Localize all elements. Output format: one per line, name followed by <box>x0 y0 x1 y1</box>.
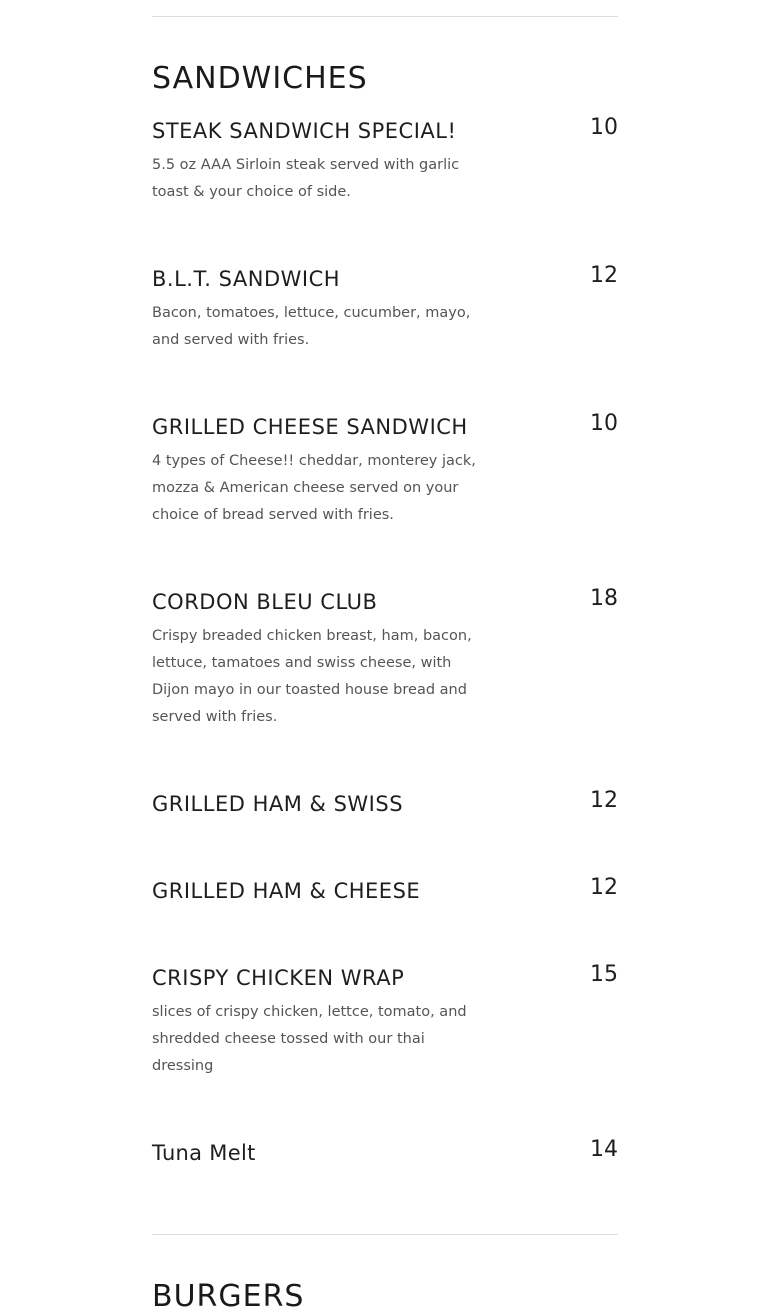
divider <box>152 16 618 17</box>
item-name: Tuna Melt <box>152 1141 256 1165</box>
menu-item <box>152 117 618 206</box>
item-description: Crispy breaded chicken breast, ham, bacon, lettuce, tamatoes and swiss cheese, with Dijon mayo in our toasted house bread and served with fries. <box>152 628 472 725</box>
item-price: 12 <box>590 263 618 288</box>
item-price: 14 <box>590 1137 618 1162</box>
item-name: STEAK SANDWICH SPECIAL! <box>152 119 457 143</box>
menu-item <box>152 964 618 1080</box>
section-title-sandwiches: SANDWICHES <box>152 61 368 96</box>
item-price: 10 <box>590 115 618 140</box>
item-name: GRILLED CHEESE SANDWICH <box>152 415 468 439</box>
item-description: 4 types of Cheese!! cheddar, monterey jack, mozza & American cheese served on your choice of bread served with fries. <box>152 453 476 523</box>
menu-container <box>152 0 618 1315</box>
section-title-burgers: BURGERS <box>152 1279 305 1314</box>
item-price: 12 <box>590 788 618 813</box>
item-description: slices of crispy chicken, lettce, tomato, and shredded cheese tossed with our thai dressing <box>152 1004 467 1074</box>
menu-item <box>152 588 618 731</box>
menu-item <box>152 265 618 354</box>
item-price: 18 <box>590 586 618 611</box>
item-price: 10 <box>590 411 618 436</box>
item-name: CORDON BLEU CLUB <box>152 590 378 614</box>
menu-item <box>152 877 618 905</box>
menu-item <box>152 1139 618 1167</box>
menu-item <box>152 413 618 529</box>
item-description: Bacon, tomatoes, lettuce, cucumber, mayo, and served with fries. <box>152 305 471 348</box>
item-price: 15 <box>590 962 618 987</box>
item-name: CRISPY CHICKEN WRAP <box>152 966 405 990</box>
item-name: GRILLED HAM & CHEESE <box>152 879 421 903</box>
divider <box>152 1234 618 1235</box>
item-name: GRILLED HAM & SWISS <box>152 792 404 816</box>
item-price: 12 <box>590 875 618 900</box>
menu-item <box>152 790 618 818</box>
item-name: B.L.T. SANDWICH <box>152 267 341 291</box>
item-description: 5.5 oz AAA Sirloin steak served with garlic toast & your choice of side. <box>152 157 460 200</box>
